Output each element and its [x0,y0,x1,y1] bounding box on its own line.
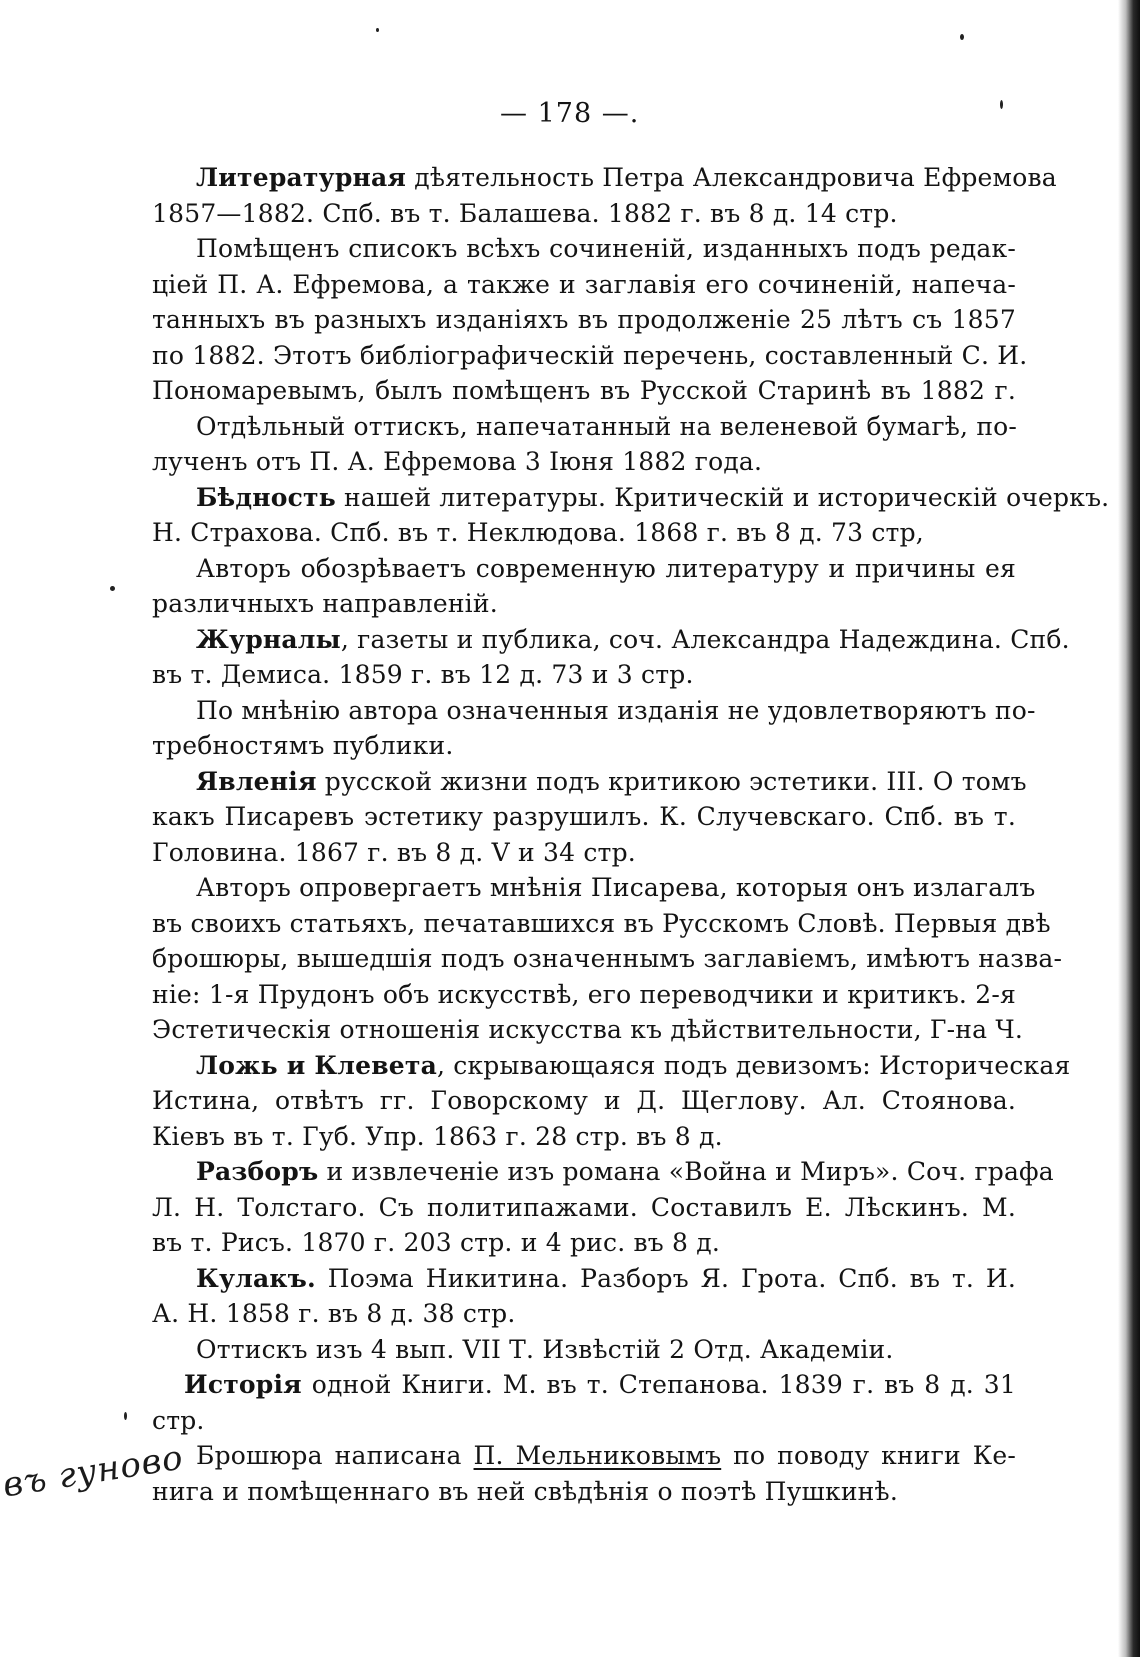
text-line [152,160,1057,196]
ink-speck [1000,100,1003,109]
ink-speck [376,28,379,32]
line-text: , скрывающаяся подъ девизомъ: Историческая [436,1050,1071,1080]
line-text: Оттискъ изъ 4 вып. VII Т. Извѣстій 2 Отд. Академіи. [196,1334,894,1364]
bibliography-entry [152,160,1057,480]
text-line [152,1474,1016,1510]
text-line [152,1012,1024,1048]
bibliography-entry [152,622,1070,764]
text-line [152,835,1016,871]
bibliography-entry [152,1048,1071,1155]
line-text: какъ Писаревъ эстетику разрушилъ. К. Случевскаго. Спб. въ т. [152,802,1016,831]
entry-title: Литературная [196,163,407,192]
text-line [152,444,1016,480]
line-text: одной Книги. М. въ т. Степанова. 1839 г. въ 8 д. 31 [301,1370,1016,1399]
line-text: А. Н. 1858 г. въ 8 д. 38 стр. [152,1299,516,1328]
line-text: въ т. Рисъ. 1870 г. 203 стр. и 4 рис. въ 8 д. [152,1228,721,1257]
ink-speck [124,1412,127,1420]
text-line [152,1367,1016,1403]
text-line [152,480,1110,516]
line-text: Н. Страхова. Спб. въ т. Неклюдова. 1868 г. въ 8 д. 73 стр, [152,518,924,547]
line-text: , газеты и публика, соч. Александра Надеждина. Спб. [340,624,1070,654]
text-line [152,1119,1016,1155]
line-text: требностямъ публики. [152,731,454,760]
line-text: Эстетическія отношенія искусства къ дѣйствительности, Г-на Ч. [152,1015,1024,1044]
bibliography-entry [152,1154,1054,1261]
text-line [152,977,1016,1013]
line-text: ціей П. А. Ефремова, а также и заглавія его сочиненій, напеча- [152,269,1016,299]
handwritten-margin-note: въ гуново [0,1437,187,1506]
text-line [152,1225,1016,1261]
text-line [152,622,1070,658]
text-line [152,1048,1071,1084]
page-edge-shadow [1118,0,1140,1657]
line-text: По мнѣнію автора означенныя изданія не удовлетворяютъ по- [196,695,1036,725]
line-text: ніе: 1-я Прудонъ объ искусствѣ, его переводчики и критикъ. 2-я [152,979,1016,1009]
text-line [152,196,1016,232]
line-text: Кіевъ въ т. Губ. Упр. 1863 г. 28 стр. въ 8 д. [152,1121,723,1151]
line-text: стр. [152,1405,205,1435]
line-text: Поэма Никитина. Разборъ Я. Грота. Спб. въ т. И. [315,1263,1016,1293]
body-text [152,160,1110,1509]
text-line [152,799,1016,835]
text-line [152,1296,1016,1332]
line-text: лученъ отъ П. А. Ефремова 3 Іюня 1882 года. [152,447,763,476]
entry-title: Бѣдность [196,482,336,512]
text-line [152,338,1028,374]
line-text: Брошюра написана [196,1441,474,1470]
text-line [152,409,1016,445]
text-line [152,1190,1016,1226]
bibliography-entry [152,480,1110,622]
text-line [152,728,1016,764]
line-text-after: по поводу книги Ке- [721,1441,1016,1470]
text-line [152,586,1016,622]
line-text: нига и помѣщеннаго въ ней свѣдѣнія о поэтѣ Пушкинѣ. [152,1476,898,1506]
page-number: — 178 —. [500,98,640,129]
line-text: Головина. 1867 г. въ 8 д. V и 34 стр. [152,837,636,867]
line-text: въ т. Демиса. 1859 г. въ 12 д. 73 и 3 стр. [152,660,694,689]
entry-title: Исторія [184,1370,302,1399]
text-line [152,373,1016,409]
line-text: Авторъ обозрѣваетъ современную литературу и причины ея [196,553,1016,583]
line-text: 1857—1882. Спб. въ т. Балашева. 1882 г. въ 8 д. 14 стр. [152,198,898,228]
text-line [152,764,1027,800]
entry-title: Журналы [196,624,341,654]
line-text: въ своихъ статьяхъ, печатавшихся въ Русскомъ Словѣ. Первыя двѣ [152,908,1051,938]
text-line [152,1438,1016,1474]
entry-title: Кулакъ. [196,1263,316,1293]
text-line [152,1403,1016,1439]
ink-speck [110,586,115,591]
line-text: дѣятельность Петра Александровича Ефремова [406,163,1057,192]
bibliography-entry [152,1367,1016,1509]
entry-title: Разборъ [196,1157,319,1186]
line-text: брошюры, вышедшія подъ означеннымъ заглавіемъ, имѣютъ назва- [152,944,1063,973]
line-text: Помѣщенъ списокъ всѣхъ сочиненій, изданныхъ подъ редак- [196,234,1016,263]
bibliography-entry [152,764,1063,1048]
text-line [152,1083,1016,1119]
line-text: Авторъ опровергаетъ мнѣнія Писарева, которыя онъ излагалъ [196,873,1036,902]
line-text: различныхъ направленій. [152,589,498,618]
entry-title: Ложь и Клевета [196,1050,437,1080]
text-line [152,1332,1016,1368]
line-text: русской жизни подъ критикою эстетики. III. О томъ [316,766,1027,796]
text-line [152,551,1016,587]
text-line [152,870,1036,906]
line-text: Отдѣльный оттискъ, напечатанный на веленевой бумагѣ, по- [196,411,1018,441]
text-line [152,1261,1016,1297]
text-line [152,267,1016,303]
text-line [152,302,1016,338]
ink-speck [960,34,964,40]
bibliography-entry [152,1261,1016,1368]
text-line [152,515,1016,551]
text-line [152,231,1016,267]
text-line [152,941,1063,977]
line-text: нашей литературы. Критическій и историческій очеркъ. [335,482,1110,512]
line-text: Пономаревымъ, былъ помѣщенъ въ Русской Старинѣ въ 1882 г. [152,376,1016,405]
text-line [152,1154,1054,1190]
text-line [152,693,1036,729]
line-text: и извлеченіе изъ романа «Война и Миръ». Соч. графа [318,1157,1054,1186]
line-text: танныхъ въ разныхъ изданіяхъ въ продолженіе 25 лѣтъ съ 1857 [152,305,1016,334]
entry-title: Явленія [196,766,317,796]
line-text: Л. Н. Толстаго. Съ политипажами. Составилъ Е. Лѣскинъ. М. [152,1192,1016,1222]
line-text: по 1882. Этотъ библіографическій перечень, составленный С. И. [152,340,1028,370]
text-line [152,906,1051,942]
text-line [152,657,1016,693]
underlined-author-name: П. Мельниковымъ [473,1441,722,1470]
line-text: Истина, отвѣтъ гг. Говорскому и Д. Щеглову. Ал. Стоянова. [152,1086,1016,1115]
